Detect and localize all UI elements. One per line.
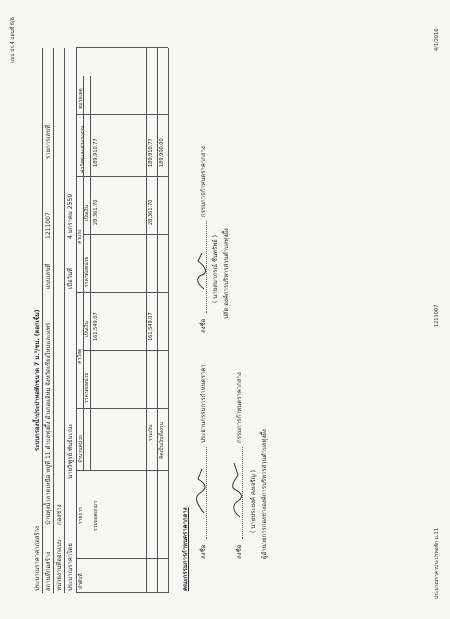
date-label: เมื่อวันที่ <box>67 267 74 289</box>
row-labor: 28,361.70 <box>93 199 99 225</box>
col-labor-amount: เป็นเงิน <box>84 205 90 221</box>
chair-role: ประธานกรรมการกำหนดราคา <box>200 364 207 443</box>
location-label: สถานที่ก่อสร้าง <box>45 551 52 591</box>
rule <box>64 48 65 593</box>
project-title: ระบบกรองน้ำประปาหอพักขนาด 7 ม.³/ชม. (ตอกเข็ม) <box>34 309 41 451</box>
col-total: ค่าวัสดุและค่าแรงงาน <box>80 125 86 173</box>
signature <box>228 461 244 519</box>
row-material: 161,549.07 <box>93 312 99 341</box>
member2-name: ( นายประยงค์ คงเจริญ ) <box>250 470 257 533</box>
row-item: รวมยอดยกมา <box>93 500 99 531</box>
form-no-label: แบบเลขที่ <box>45 263 52 289</box>
col-material-unit: ราคาต่อหน่วย <box>84 372 90 403</box>
col-no: ลำดับที่ <box>78 573 84 589</box>
col-item: รายการ <box>78 507 84 524</box>
sign-prefix: ลงชื่อ <box>200 318 207 333</box>
estimator-value: นายวิฑูรย์ พันธ์มะณะ <box>67 423 74 479</box>
date-value: 4 มกราคม 2559 <box>67 193 74 239</box>
col-qty: จำนวนหน่วย <box>78 435 84 463</box>
footer-left: ประมาณราคาประปาหอพัก ม.11 <box>434 528 440 599</box>
signature <box>194 251 208 291</box>
sum-labor: 28,361.70 <box>148 199 154 225</box>
sign-prefix: ลงชื่อ <box>236 544 243 559</box>
sum-label: รวมเงิน <box>148 424 154 441</box>
form-no-value: 1211007 <box>45 212 52 239</box>
signature <box>192 465 208 515</box>
footer-right: 4/1/2016 <box>434 28 440 51</box>
member-role: กรรมการกำหนดราคากลาง <box>200 146 207 217</box>
member2-position: ผู้อำนวยการกองช่างองค์การบริหารส่วนตำบลทุ่งผึ้ง <box>261 429 268 559</box>
form-ref-label: รายการเลขที่ <box>45 124 52 159</box>
col-material-amount: เป็นเงิน <box>84 321 90 337</box>
unit-label: หน่วยงานที่ออกแบบ <box>56 539 63 591</box>
col-remark: หมายเหตุ <box>78 88 84 109</box>
member-position: ปลัด องค์การบริหารส่วนตำบลทุ่งผึ้ง <box>223 228 230 319</box>
round-total: 189,900.00 <box>159 138 165 167</box>
round-label: คิดเป็นเงินทั้งงาน <box>159 422 165 459</box>
row-total: 189,910.77 <box>93 138 99 167</box>
location-value: บ้านทุ่งน้ำลาดเหนือ หมู่ที่ 11 ตำบลทุ่งผึ้ง อำเภอแจ้ห่ม จังหวัดเชียงใหม่และแพร่ <box>45 322 52 525</box>
page-label: แบบ ปร.4 แผ่นที่ 6/6 <box>10 17 16 63</box>
sign-prefix: ลงชื่อ <box>200 544 207 559</box>
footer-center: 1211007 <box>434 304 440 327</box>
unit-value: กองช่าง <box>56 504 63 525</box>
member2-role: กรรมการกำหนดราคากลาง <box>236 372 243 443</box>
rule <box>53 48 54 593</box>
col-labor: ค่าแรง <box>77 229 83 244</box>
sum-total: 189,910.77 <box>148 138 154 167</box>
member-name: ( นายสมาภรณ์ ชื่นทรัพย์ ) <box>212 235 219 303</box>
owner-label: ประมาณราคาค่าก่อสร้าง <box>34 526 41 591</box>
committee-heading: คณะกรรมการกำหนดราคากลาง <box>182 507 189 591</box>
col-labor-unit: ราคาต่อหน่วย <box>84 256 90 287</box>
estimator-label: ประมาณราคาโดย <box>67 543 74 591</box>
sum-material: 161,549.07 <box>148 312 154 341</box>
rule <box>42 48 43 593</box>
col-material: ค่าวัสดุ <box>77 348 83 364</box>
